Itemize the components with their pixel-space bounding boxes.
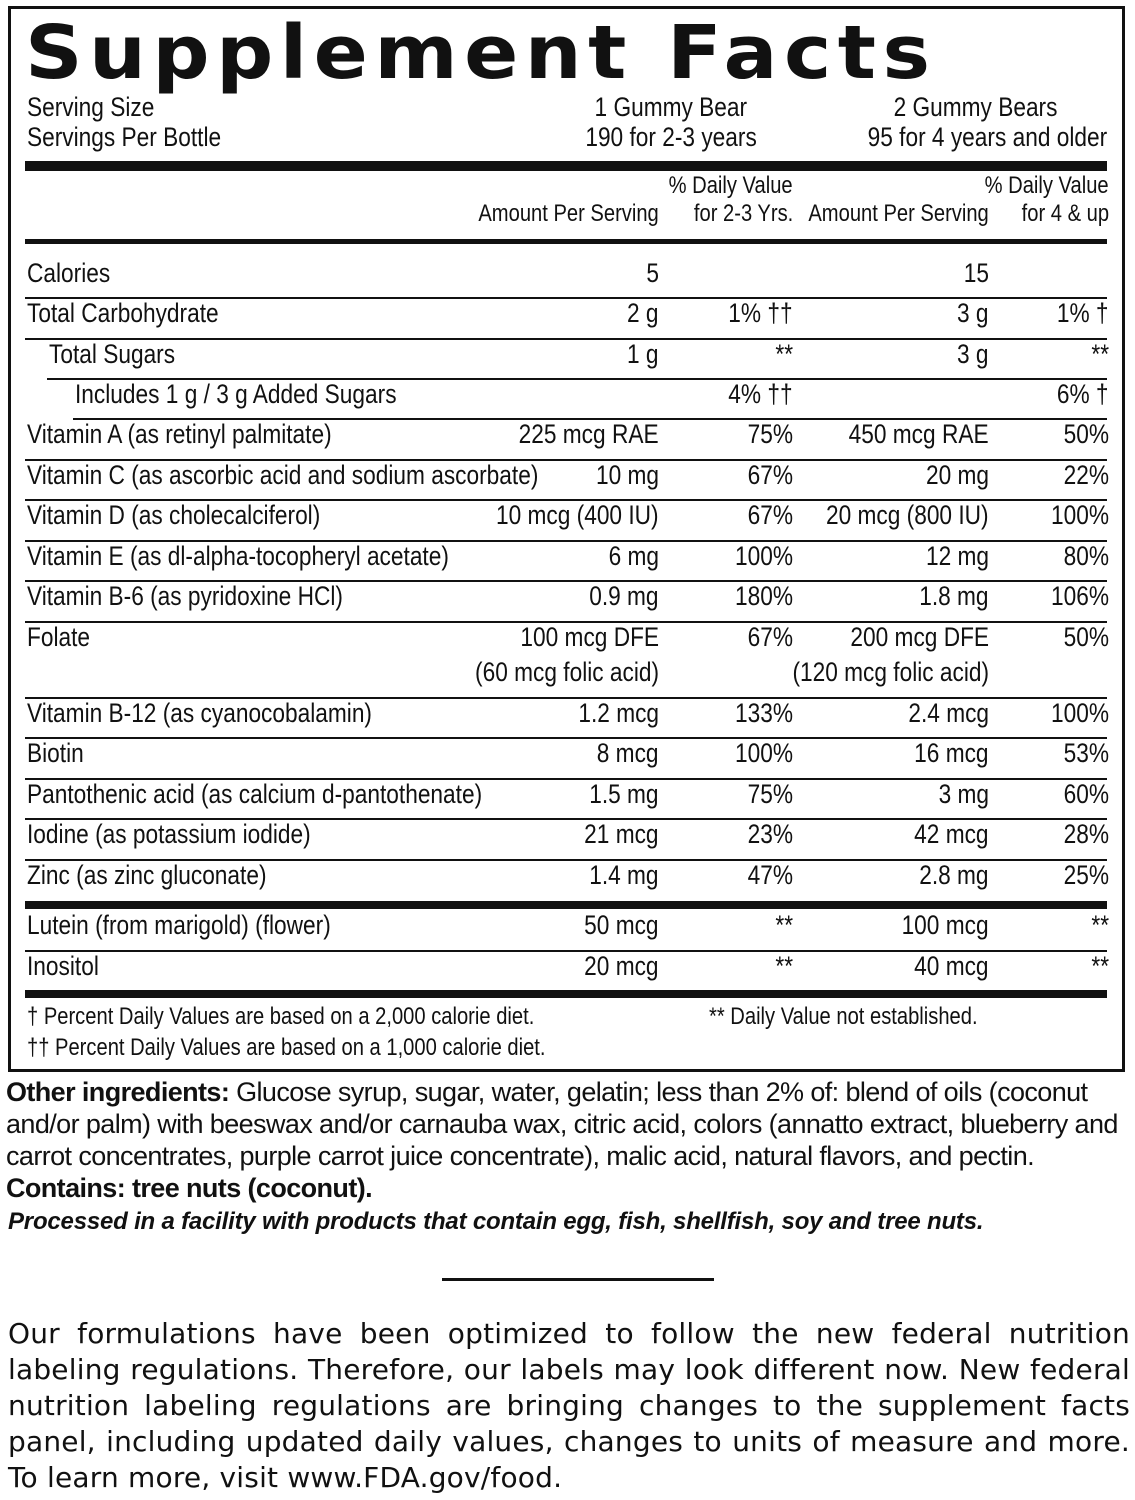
amount-col1: 225 mcg RAE [519, 419, 659, 449]
thick-divider [25, 161, 1107, 171]
servings-per-bottle-col2: 95 for 4 years and older [867, 122, 1107, 152]
amount-col2: 2.8 mg [919, 860, 989, 890]
amount-col1-detail: (60 mcg folic acid) [474, 657, 659, 687]
header-dv-1b: for 2-3 Yrs. [693, 200, 793, 227]
dv-col2: 100% [1050, 698, 1109, 728]
nutrient-name: Pantothenic acid (as calcium d-pantothenate) [27, 779, 483, 809]
nutrient-name: Total Carbohydrate [27, 298, 219, 328]
dv-col1: 23% [747, 819, 793, 849]
amount-col1: 10 mg [595, 460, 659, 490]
dv-col1: ** [775, 951, 793, 981]
nutrient-name: Iodine (as potassium iodide) [27, 819, 311, 849]
servings-per-bottle-col1: 190 for 2-3 years [585, 122, 757, 152]
amount-col2: 3 g [957, 298, 989, 328]
nutrient-name: Includes 1 g / 3 g Added Sugars [75, 379, 397, 409]
header-dv-2b: for 4 & up [1021, 200, 1109, 227]
amount-col2: 20 mcg (800 IU) [826, 500, 989, 530]
nutrient-name: Vitamin A (as retinyl palmitate) [27, 419, 332, 449]
dv-col1: 100% [734, 738, 793, 768]
dv-col1: ** [775, 339, 793, 369]
dv-col2: 50% [1063, 419, 1109, 449]
dv-col2: 28% [1063, 819, 1109, 849]
supplement-facts-panel [8, 6, 1125, 1072]
nutrient-name: Vitamin E (as dl-alpha-tocopheryl acetate) [27, 541, 449, 571]
dv-col2 [941, 257, 1109, 289]
serving-size-label: Serving Size [27, 92, 155, 122]
nutrient-name: Vitamin B-12 (as cyanocobalamin) [27, 698, 372, 728]
serving-size-col2: 2 Gummy Bears [894, 92, 1058, 122]
amount-col2: 15 [963, 258, 989, 288]
dv-col1: 67% [747, 460, 793, 490]
dv-col1: 67% [747, 622, 793, 652]
dv-col2: 60% [1063, 779, 1109, 809]
servings-per-bottle-label: Servings Per Bottle [27, 122, 222, 152]
header-amount-1: Amount Per Serving [478, 200, 659, 227]
amount-col1: 5 [646, 258, 659, 288]
amount-col1: 2 g [627, 298, 659, 328]
contains-statement: Contains: tree nuts (coconut). [6, 1173, 372, 1203]
header-divider [25, 239, 1107, 244]
amount-col2: 40 mcg [914, 951, 989, 981]
dv-col1: 180% [734, 581, 793, 611]
amount-col2: 3 g [957, 339, 989, 369]
nutrient-name: Vitamin C (as ascorbic acid and sodium ascorbate) [27, 460, 539, 490]
row-divider [25, 990, 1107, 998]
amount-col1: 8 mcg [597, 738, 659, 768]
footnote-double-dagger: †† Percent Daily Values are based on a 1,000 calorie diet. [27, 1034, 546, 1061]
nutrient-name: Vitamin B-6 (as pyridoxine HCl) [27, 581, 343, 611]
amount-col2: 100 mcg [902, 910, 989, 940]
dv-col1: 75% [747, 779, 793, 809]
amount-col1: 1.5 mg [589, 779, 659, 809]
dv-col1: 67% [747, 500, 793, 530]
amount-col2: 450 mcg RAE [849, 419, 989, 449]
amount-col2: 3 mg [938, 779, 989, 809]
dv-col2: 1% † [1057, 298, 1109, 328]
dv-col2: ** [1091, 910, 1109, 940]
serving-size-col1: 1 Gummy Bear [594, 92, 748, 122]
dv-col2: ** [1091, 339, 1109, 369]
ingredients-text: Glucose syrup, sugar, water, gelatin; less than 2% of: blend of oils (coconut and/or palm) with beeswax and/or carnauba wax, citric acid, colors (annatto extract, blueberry and carrot concentrates, purple carrot juice concentrate), malic acid, natural flavors, and pectin. [6, 1077, 1118, 1171]
amount-col1: 1.2 mcg [578, 698, 659, 728]
nutrient-name: Vitamin D (as cholecalciferol) [27, 500, 321, 530]
amount-col1: 6 mg [608, 541, 659, 571]
other-ingredients [6, 1076, 1130, 1204]
header-amount-2: Amount Per Serving [808, 200, 989, 227]
amount-col2: 1.8 mg [919, 581, 989, 611]
dv-col1: 100% [734, 541, 793, 571]
dv-col1: ** [775, 910, 793, 940]
allergen-note: Processed in a facility with products that contain egg, fish, shellfish, soy and tree nuts. [8, 1208, 984, 1235]
amount-col1: 100 mcg DFE [520, 622, 659, 652]
amount-col2: 12 mg [925, 541, 989, 571]
amount-col2: 16 mcg [914, 738, 989, 768]
row-divider [25, 901, 1107, 909]
nutrient-name: Lutein (from marigold) (flower) [27, 910, 331, 940]
amount-col2-detail: (120 mcg folic acid) [792, 657, 989, 687]
amount-col2: 42 mcg [914, 819, 989, 849]
nutrient-name: Inositol [27, 951, 99, 981]
nutrient-name: Biotin [27, 738, 84, 768]
amount-col1: 10 mcg (400 IU) [496, 500, 659, 530]
dv-col2: 50% [1063, 622, 1109, 652]
dv-col1: 1% †† [728, 298, 793, 328]
dv-col2: 25% [1063, 860, 1109, 890]
nutrient-name: Calories [27, 258, 111, 288]
dv-col1: 4% †† [728, 379, 793, 409]
dv-col2: 106% [1050, 581, 1109, 611]
amount-col2: 2.4 mcg [908, 698, 989, 728]
dv-col2: 53% [1063, 738, 1109, 768]
dv-col1: 133% [734, 698, 793, 728]
amount-col1: 21 mcg [584, 819, 659, 849]
dv-col2: 6% † [1057, 379, 1109, 409]
amount-col1: 20 mcg [584, 951, 659, 981]
ingredients-label: Other ingredients: [6, 1077, 230, 1107]
header-dv-1a: % Daily Value [668, 172, 793, 199]
nutrient-name: Zinc (as zinc gluconate) [27, 860, 267, 890]
amount-col1: 1 g [627, 339, 659, 369]
dv-col2: 100% [1050, 500, 1109, 530]
dv-col2: ** [1091, 951, 1109, 981]
amount-col1: 50 mcg [584, 910, 659, 940]
dv-col2: 22% [1063, 460, 1109, 490]
amount-col2: 200 mcg DFE [850, 622, 989, 652]
footnote-dagger: † Percent Daily Values are based on a 2,000 calorie diet. [27, 1003, 535, 1030]
dv-col1: 75% [747, 419, 793, 449]
regulation-notice: Our formulations have been optimized to follow the new federal nutrition labeling regulations. Therefore, our labels may look different now. New federal nutrition labeling regulations are bringing changes to the supplement facts panel, including updated daily values, changes to units of measure and more. To learn more, visit www.FDA.gov/food. [8, 1317, 1130, 1494]
amount-col2: 20 mg [925, 460, 989, 490]
amount-col1: 1.4 mg [589, 860, 659, 890]
nutrient-name: Folate [27, 622, 91, 652]
panel-title: Supplement Facts [25, 10, 937, 96]
dv-col1: 47% [747, 860, 793, 890]
section-divider [442, 1278, 714, 1281]
nutrient-name: Total Sugars [49, 339, 176, 369]
amount-col1: 0.9 mg [589, 581, 659, 611]
header-dv-2a: % Daily Value [984, 172, 1109, 199]
dv-col2: 80% [1063, 541, 1109, 571]
footnote-not-established: ** Daily Value not established. [709, 1003, 978, 1030]
